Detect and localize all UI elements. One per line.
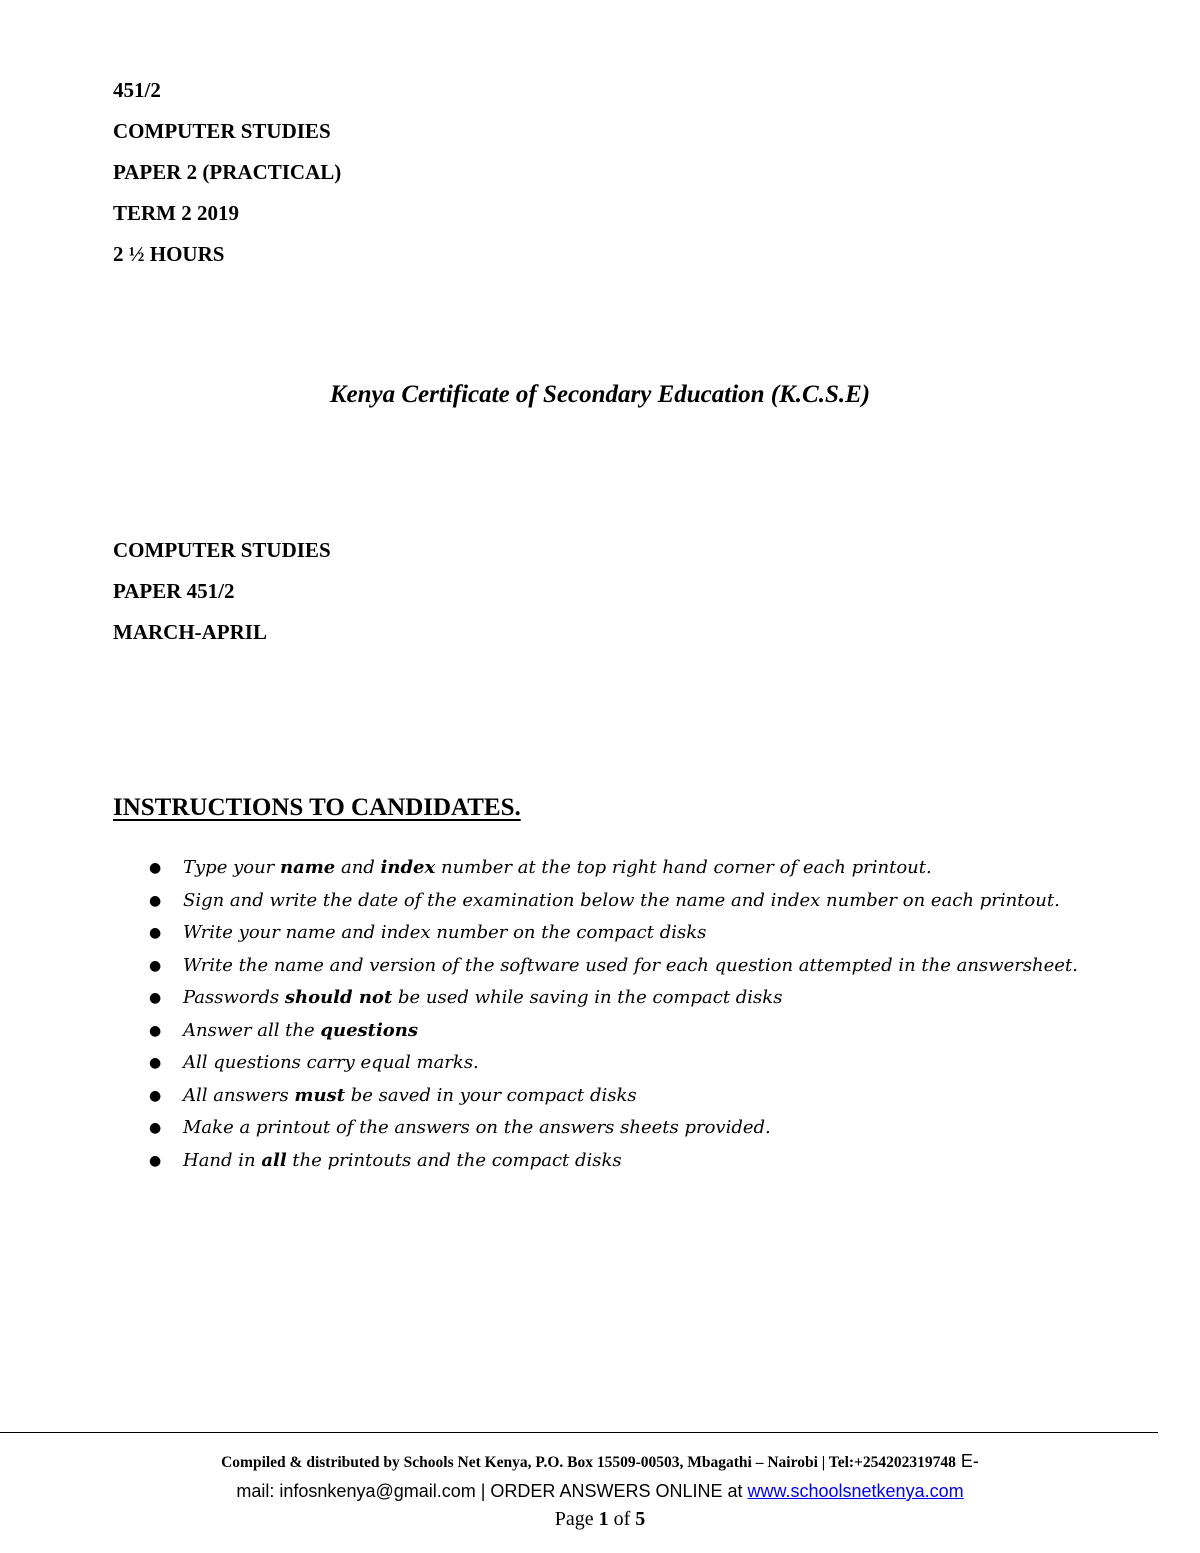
bullet-icon: ● <box>149 892 162 909</box>
bullet-icon: ● <box>149 860 162 876</box>
page-of-label: of <box>608 1508 636 1530</box>
exam-title: Kenya Certificate of Secondary Education (K.C.S.E) <box>329 381 871 408</box>
footer-contact-line <box>0 1477 1200 1505</box>
page-total: 5 <box>635 1508 646 1530</box>
instruction-text: Write the name and version of the software used for each question attempted in the answersheet. <box>183 954 1078 976</box>
page-label: Page <box>554 1508 599 1530</box>
page-current: 1 <box>598 1508 609 1530</box>
bullet-icon: ● <box>149 957 162 974</box>
instruction-emphasis: must <box>294 1084 346 1106</box>
instruction-text: Answer all the <box>183 1019 321 1041</box>
paper-header <box>113 70 341 275</box>
instruction-item <box>144 1047 1104 1080</box>
page-footer <box>0 1447 1200 1533</box>
paper-code: 451/2 <box>113 78 161 102</box>
instruction-item <box>144 885 1104 918</box>
instruction-emphasis: should not <box>284 987 393 1008</box>
bullet-icon: ● <box>149 990 162 1006</box>
paper-number: PAPER 2 (PRACTICAL) <box>113 160 342 184</box>
instruction-text: number at the top right hand corner of each printout. <box>435 857 932 878</box>
bullet-icon: ● <box>149 1087 162 1104</box>
instruction-emphasis: questions <box>320 1019 419 1041</box>
instruction-emphasis: name <box>280 857 336 878</box>
instruction-item <box>144 950 1104 983</box>
instruction-emphasis: all <box>261 1149 287 1171</box>
bullet-icon: ● <box>149 925 162 941</box>
subject-block <box>113 530 331 653</box>
footer-distribution-text: Compiled & distributed by Schools Net Kenya, P.O. Box 15509-00503, Mbagathi – Nairobi | Tel:+254202319748 <box>221 1454 956 1471</box>
instruction-text: All questions carry equal marks. <box>183 1052 479 1073</box>
subject-paper: PAPER 451/2 <box>113 579 235 603</box>
instruction-text: Type your <box>183 857 280 878</box>
paper-duration: 2 ½ HOURS <box>113 242 225 266</box>
instruction-text: the printouts and the compact disks <box>286 1149 622 1171</box>
instructions-list <box>144 852 1104 1177</box>
bullet-icon: ● <box>149 1022 162 1039</box>
footer-email-prefix: E- <box>955 1451 979 1471</box>
instruction-item <box>144 982 1104 1015</box>
subject-period: MARCH-APRIL <box>113 620 267 644</box>
instruction-text: Hand in <box>183 1149 262 1171</box>
footer-divider <box>0 1432 1158 1433</box>
paper-subject: COMPUTER STUDIES <box>113 119 331 143</box>
instruction-emphasis: index <box>380 857 436 878</box>
instructions-heading <box>113 794 521 822</box>
bullet-icon: ● <box>149 1120 162 1136</box>
instruction-item <box>144 852 1104 885</box>
instruction-text: Write your name and index number on the compact disks <box>183 922 707 943</box>
instruction-text: be saved in your compact disks <box>345 1084 637 1106</box>
website-link[interactable]: www.schoolsnetkenya.com <box>747 1481 964 1501</box>
instruction-item <box>144 1145 1104 1178</box>
paper-term: TERM 2 2019 <box>113 201 239 225</box>
instructions-heading-suffix: . <box>514 794 521 821</box>
instruction-text: be used while saving in the compact disks <box>392 987 783 1008</box>
instructions-heading-text: INSTRUCTIONS TO CANDIDATES <box>113 794 515 821</box>
instruction-text: Sign and write the date of the examination below the name and index number on each printout. <box>183 889 1060 911</box>
instruction-item <box>144 1112 1104 1145</box>
instruction-item <box>144 1080 1104 1113</box>
instruction-text: Make a printout of the answers on the answers sheets provided. <box>183 1117 771 1138</box>
page-number <box>0 1505 1200 1533</box>
bullet-icon: ● <box>149 1152 162 1169</box>
instruction-text: All answers <box>183 1084 295 1106</box>
footer-contact-text: mail: infosnkenya@gmail.com | ORDER ANSWERS ONLINE at <box>236 1481 748 1501</box>
instruction-text: Passwords <box>183 987 285 1008</box>
bullet-icon: ● <box>149 1055 162 1071</box>
footer-distribution-line <box>0 1447 1200 1477</box>
instruction-text: and <box>335 857 381 878</box>
instruction-item <box>144 917 1104 950</box>
subject-name: COMPUTER STUDIES <box>113 538 331 562</box>
instruction-item <box>144 1015 1104 1048</box>
